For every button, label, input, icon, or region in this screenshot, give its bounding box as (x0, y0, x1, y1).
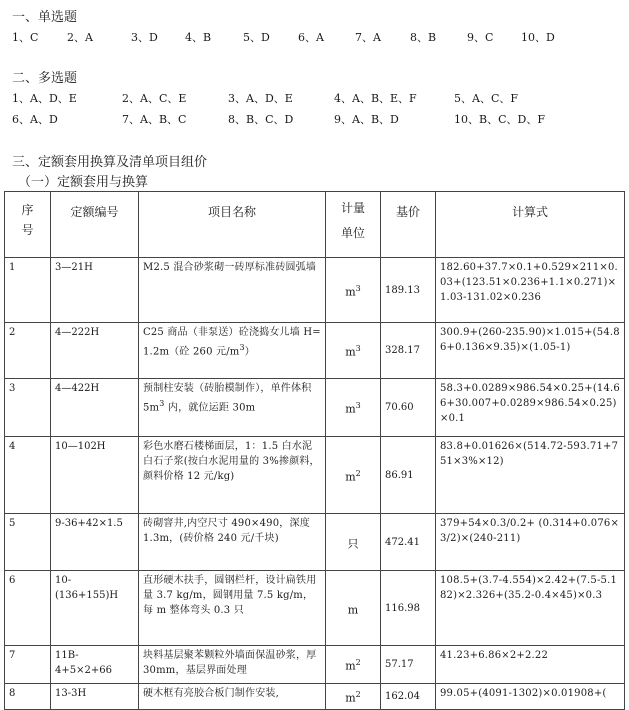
answer-item: 5、D (243, 31, 270, 44)
row-formula: 99.05+(4091-1302)×0.01908+( (436, 684, 625, 710)
row-name: 直形硬木扶手，圆钢栏杆，设计扁铁用量 3.7 kg/m，圆钢用量 7.5 kg/m，每 m 整体弯头 0.3 只 (139, 571, 326, 646)
table-row (5, 514, 625, 571)
answer-item: 10、B、C、D、F (454, 113, 545, 126)
row-price: 116.98 (381, 571, 436, 646)
section3-subtitle: （一）定额套用与换算 (18, 175, 149, 190)
answer-item: 7、A、B、C (122, 113, 187, 126)
row-name: 预制柱安装（砖胎模制作），单件体积 $5m^3$ 内，就位运距 30m (139, 379, 326, 437)
section2-title: 二、多选题 (12, 71, 78, 86)
row-code: 4—222H (51, 323, 139, 379)
row-formula: 379+54×0.3/0.2+ (0.314+0.076×3/2)×(240-211) (436, 514, 625, 571)
row-unit: $m^3$ (326, 323, 381, 379)
header-code: 定额编号 (51, 192, 139, 258)
row-price: 189.13 (381, 258, 436, 323)
header-seq: 序 号 (5, 192, 51, 258)
answer-item: 4、B (185, 31, 212, 44)
row-formula: 58.3+0.0289×986.54×0.25+(14.66+30.007+0.0289×986.54×0.25)×0.1 (436, 379, 625, 437)
answer-item: 9、C (467, 31, 494, 44)
answer-item: 9、A、B、D (334, 113, 399, 126)
section3-title: 三、定额套用换算及清单项目组价 (12, 155, 208, 170)
header-name: 项目名称 (139, 192, 326, 258)
row-price: 328.17 (381, 323, 436, 379)
table-row (5, 258, 625, 323)
row-name: 砖砌窨井,内空尺寸 490×490，深度 1.3m，(砖价格 240 元/千块) (139, 514, 326, 571)
row-name: 彩色水磨石楼梯面层，1：1.5 白水泥白石子浆(按白水泥用量的 3%掺颜料，颜料价格 12 元/kg) (139, 437, 326, 514)
table-row (5, 323, 625, 379)
row-no: 4 (5, 437, 51, 514)
row-name: M2.5 混合砂浆砌一砖厚标准砖圆弧墙 (139, 258, 326, 323)
row-unit: 只 (326, 514, 381, 571)
row-formula: 108.5+(3.7-4.554)×2.42+(7.5-5.182)×2.326+(35.2-0.4×45)×0.3 (436, 571, 625, 646)
row-price: 472.41 (381, 514, 436, 571)
header-price: 基价 (381, 192, 436, 258)
table-header-row (5, 192, 625, 258)
row-formula: 83.8+0.01626×(514.72-593.71+751×3%×12) (436, 437, 625, 514)
row-price: 57.17 (381, 646, 436, 684)
row-unit: $m^2$ (326, 646, 381, 684)
answer-item: 7、A (355, 31, 381, 44)
row-code: 9-36+42×1.5 (51, 514, 139, 571)
answer-item: 1、A、D、E (12, 92, 77, 105)
answer-item: 8、B、C、D (228, 113, 294, 126)
row-code: 3—21H (51, 258, 139, 323)
answer-item: 3、D (131, 31, 158, 44)
answer-item: 2、A、C、E (122, 92, 187, 105)
row-no: 3 (5, 379, 51, 437)
row-formula: 300.9+(260-235.90)×1.015+(54.86+0.136×9.35)×(1.05-1) (436, 323, 625, 379)
row-formula: 182.60+37.7×0.1+0.529×211×0.03+(123.51×0.236+1.1×0.271)×1.03-131.02×0.236 (436, 258, 625, 323)
row-no: 1 (5, 258, 51, 323)
row-price: 86.91 (381, 437, 436, 514)
row-price: 70.60 (381, 379, 436, 437)
row-unit: $m^3$ (326, 258, 381, 323)
row-price: 162.04 (381, 684, 436, 710)
section1-title: 一、单选题 (12, 10, 78, 25)
table-row (5, 437, 625, 514)
row-code: 11B-4+5×2+66 (51, 646, 139, 684)
answer-item: 1、C (12, 31, 39, 44)
row-name: 硬木框有亮胶合板门制作安装, (139, 684, 326, 710)
row-no: 6 (5, 571, 51, 646)
row-code: 10—102H (51, 437, 139, 514)
row-code: 10-(136+155)H (51, 571, 139, 646)
answer-item: 6、A、D (12, 113, 58, 126)
header-formula: 计算式 (436, 192, 625, 258)
table-row (5, 646, 625, 684)
header-unit: 计量 单位 (326, 192, 381, 258)
row-unit: m (326, 571, 381, 646)
table-row (5, 379, 625, 437)
answer-item: 4、A、B、E、F (334, 92, 417, 105)
row-no: 7 (5, 646, 51, 684)
row-no: 2 (5, 323, 51, 379)
answer-item: 5、A、C、F (454, 92, 518, 105)
quota-table (4, 191, 625, 710)
answer-item: 10、D (521, 31, 555, 44)
table-row (5, 684, 625, 710)
row-formula: 41.23+6.86×2+2.22 (436, 646, 625, 684)
row-name: 块料基层聚苯颗粒外墙面保温砂浆，厚 30mm，基层界面处理 (139, 646, 326, 684)
row-unit: $m^2$ (326, 684, 381, 710)
row-code: 4—422H (51, 379, 139, 437)
table-row (5, 571, 625, 646)
answer-item: 3、A、D、E (228, 92, 293, 105)
row-no: 5 (5, 514, 51, 571)
answer-item: 8、B (410, 31, 437, 44)
row-unit: $m^2$ (326, 437, 381, 514)
answer-item: 2、A (67, 31, 93, 44)
row-no: 8 (5, 684, 51, 710)
row-unit: $m^3$ (326, 379, 381, 437)
row-code: 13-3H (51, 684, 139, 710)
row-name: C25 商品（非泵送）砼浇捣女儿墙 H=1.2m（砼 260 元$/m^3$） (139, 323, 326, 379)
answer-item: 6、A (298, 31, 324, 44)
